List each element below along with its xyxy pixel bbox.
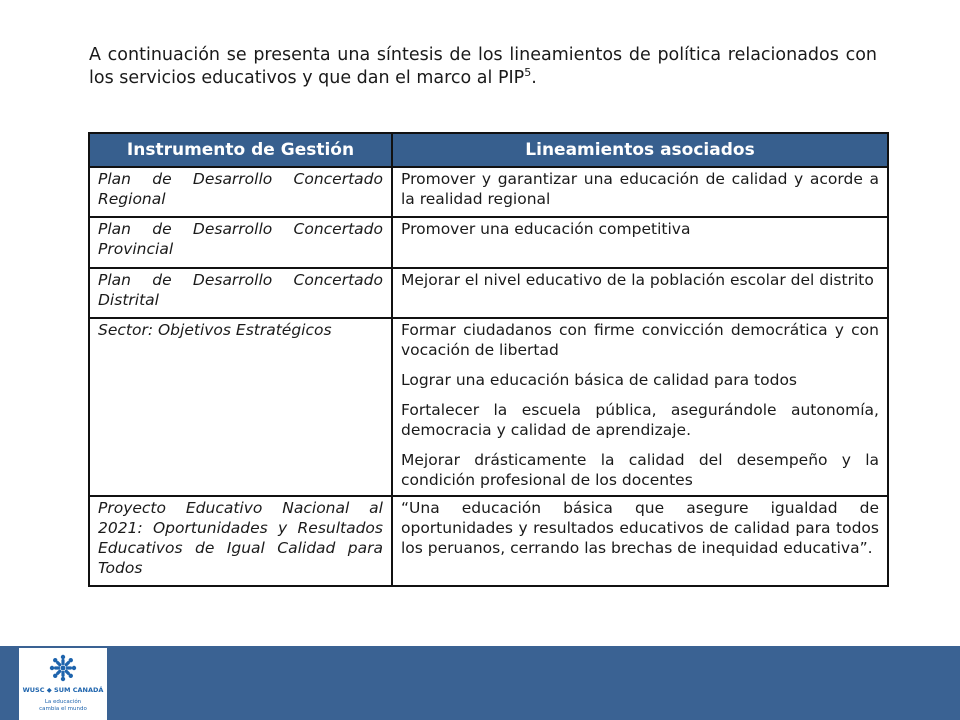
instrument-cell: Sector: Objetivos Estratégicos (89, 318, 392, 496)
table-row (89, 217, 888, 268)
footer-band (0, 646, 960, 720)
guideline-item: Formar ciudadanos con firme convicción democrática y con vocación de libertad (401, 321, 879, 359)
footnote-marker: 5 (524, 66, 532, 80)
guideline-cell (392, 217, 888, 268)
table-row (89, 496, 888, 586)
logo-tagline-line2: cambia el mundo (39, 706, 87, 712)
instrument-cell: Plan de Desarrollo Concertado Regional (89, 167, 392, 217)
logo-tagline (19, 699, 107, 713)
header-guidelines: Lineamientos asociados (392, 133, 888, 167)
guideline-item: Promover una educación competitiva (401, 220, 691, 238)
guideline-cell (392, 318, 888, 496)
logo-brand-text: WUSC ◆ SUM CANADÁ (22, 686, 104, 694)
table-row (89, 268, 888, 318)
instrument-cell: Plan de Desarrollo Concertado Distrital (89, 268, 392, 318)
guideline-cell (392, 268, 888, 318)
table-header-row (89, 133, 888, 167)
snowflake-people-icon (49, 653, 77, 683)
policy-guidelines-table (88, 132, 889, 587)
wusc-logo (19, 648, 107, 720)
table-row (89, 167, 888, 217)
logo-tagline-line1: La educación (44, 699, 82, 705)
intro-suffix: . (531, 68, 537, 88)
guideline-item: Mejorar el nivel educativo de la población escolar del distrito (401, 271, 874, 289)
guideline-cell (392, 167, 888, 217)
intro-paragraph (89, 44, 877, 90)
guideline-item: “Una educación básica que asegure igualdad de oportunidades y resultados educativos de calidad para todos los peruanos, cerrando las brechas de inequidad educativa”. (401, 499, 879, 557)
guideline-item: Promover y garantizar una educación de calidad y acorde a la realidad regional (401, 170, 879, 208)
guideline-item: Mejorar drásticamente la calidad del desempeño y la condición profesional de los docentes (401, 451, 879, 489)
header-instrument: Instrumento de Gestión (89, 133, 392, 167)
guideline-item: Fortalecer la escuela pública, asegurándole autonomía, democracia y calidad de aprendizaje. (401, 401, 879, 439)
table-row (89, 318, 888, 496)
guideline-item: Lograr una educación básica de calidad para todos (401, 371, 798, 389)
instrument-cell: Proyecto Educativo Nacional al 2021: Oportunidades y Resultados Educativos de Igual Calidad para Todos (89, 496, 392, 586)
intro-text: A continuación se presenta una síntesis de los lineamientos de política relacionados con los servicios educativos y que dan el marco al PIP (89, 45, 877, 88)
instrument-cell: Plan de Desarrollo Concertado Provincial (89, 217, 392, 268)
guideline-cell (392, 496, 888, 586)
